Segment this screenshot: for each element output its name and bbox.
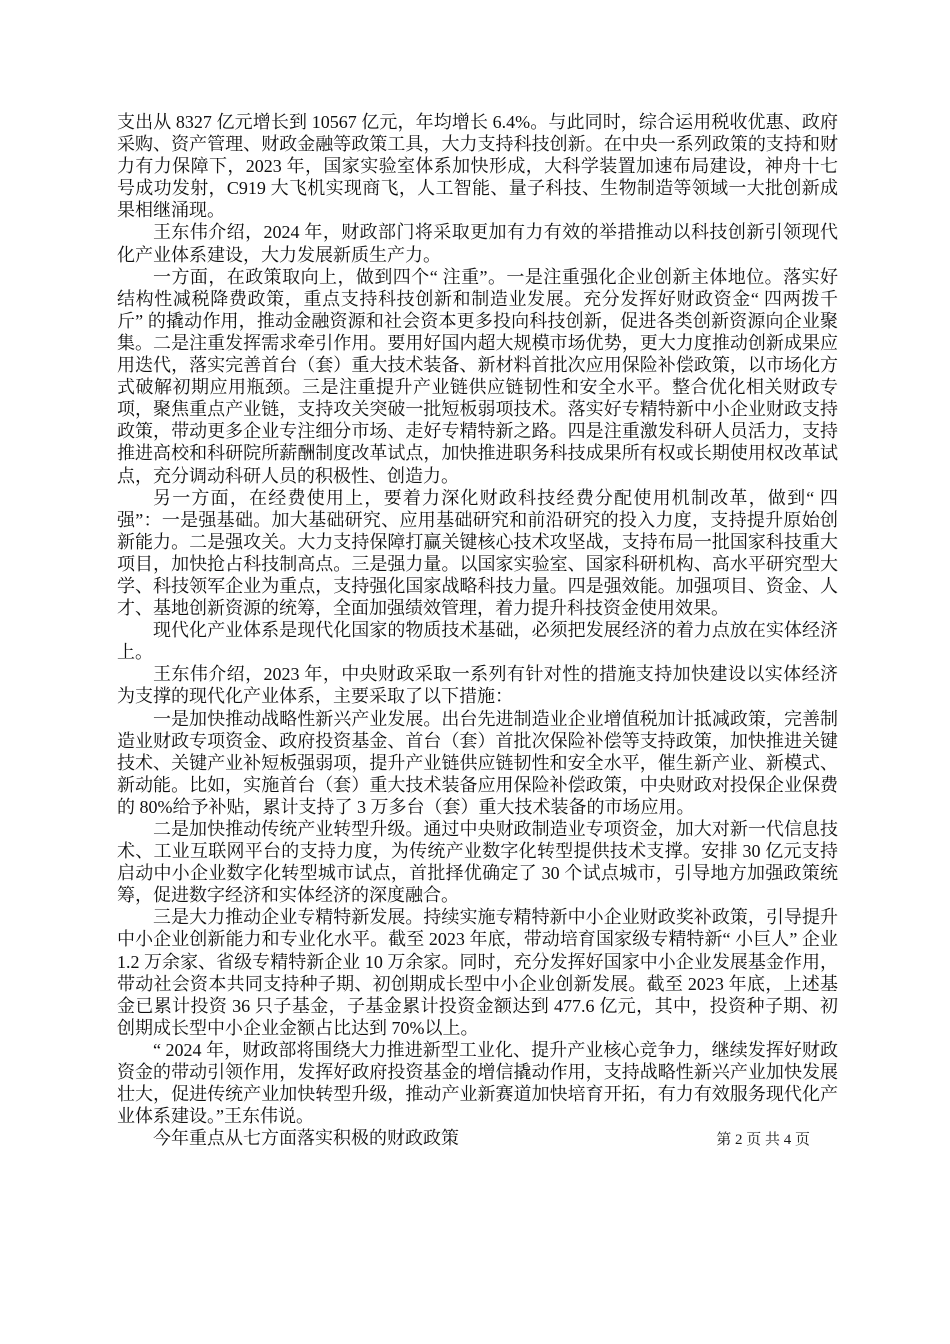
paragraph: 现代化产业体系是现代化国家的物质技术基础，必须把发展经济的着力点放在实体经济上。	[117, 620, 838, 663]
paragraph: “ 2024 年，财政部将围绕大力推进新型工业化、提升产业核心竞争力，继续发挥好财政资金的带动引领作用，发挥好政府投资基金的增信撬动作用，支持战略性新兴产业加快发展壮大，促进传统产业加快转型升级，推动产业新赛道加快培育开拓，有力有效服务现代化产业体系建设。”王东伟说。	[117, 1039, 838, 1127]
paragraph: 王东伟介绍，2024 年，财政部门将采取更加有力有效的举措推动以科技创新引领现代化产业体系建设，大力发展新质生产力。	[117, 222, 838, 265]
paragraph: 支出从 8327 亿元增长到 10567 亿元，年均增长 6.4%。与此同时，综合运用税收优惠、政府采购、资产管理、财政金融等政策工具，大力支持科技创新。在中央一系列政策的支持和财力有力保障下，2023 年，国家实验室体系加快形成，大科学装置加速布局建设，神舟十七号成功发射，C919 大飞机实现商飞，人工智能、量子科技、生物制造等领域一大批创新成果相继涌现。	[117, 112, 838, 221]
paragraph: 一是加快推动战略性新兴产业发展。出台先进制造业企业增值税加计抵减政策，完善制造业财政专项资金、政府投资基金、首台（套）首批次保险补偿等支持政策，加快推进关键技术、关键产业补短板强弱项，提升产业链供应链韧性和安全水平，催生新产业、新模式、新动能。比如，实施首台（套）重大技术装备应用保险补偿政策，中央财政对投保企业保费的 80%给予补贴，累计支持了 3 万多台（套）重大技术装备的市场应用。	[117, 708, 838, 817]
paragraph: 今年重点从七方面落实积极的财政政策	[153, 1128, 459, 1149]
paragraph: 三是大力推动企业专精特新发展。持续实施专精特新中小企业财政奖补政策，引导提升中小企业创新能力和专业化水平。截至 2023 年底，带动培育国家级专精特新“ 小巨人” 企业 1.2 万余家、省级专精特新企业 10 万余家。同时，充分发挥好国家中小企业发展基金作用，带动社会资本共同支持种子期、初创期成长型中小企业创新发展。截至 2023 年底，上述基金已累计投资 36 只子基金，子基金累计投资金额达到 477.6 亿元，其中，投资种子期、初创期成长型中小企业金额占比达到 70%以上。	[117, 907, 838, 1038]
paragraph: 一方面，在政策取向上，做到四个“ 注重”。一是注重强化企业创新主体地位。落实好结构性减税降费政策，重点支持科技创新和制造业发展。充分发挥好财政资金“ 四两拨千斤” 的撬动作用，推动金融资源和社会资本更多投向科技创新，促进各类创新资源向企业聚集。二是注重发挥需求牵引作用。要用好国内超大规模市场优势，更大力度推动创新成果应用迭代，落实完善首台（套）重大技术装备、新材料首批次应用保险补偿政策，以市场化方式破解初期应用瓶颈。三是注重提升产业链供应链韧性和安全水平。整合优化相关财政专项，聚焦重点产业链，支持攻关突破一批短板弱项技术。落实好专精特新中小企业财政支持政策，带动更多企业专注细分市场、走好专精特新之路。四是注重激发科研人员活力，支持推进高校和科研院所薪酬制度改革试点，加快推进职务科技成果所有权或长期使用权改革试点，充分调动科研人员的积极性、创造力。	[117, 266, 838, 486]
paragraph: 另一方面，在经费使用上，要着力深化财政科技经费分配使用机制改革，做到“ 四强”：一是强基础。加大基础研究、应用基础研究和前沿研究的投入力度，支持提升原始创新能力。二是强攻关。大力支持保障打赢关键核心技术攻坚战，支持布局一批国家科技重大项目，加快抢占科技制高点。三是强力量。以国家实验室、国家科研机构、高水平研究型大学、科技领军企业为重点，支持强化国家战略科技力量。四是强效能。加强项目、资金、人才、基地创新资源的统筹，全面加强绩效管理，着力提升科技资金使用效果。	[117, 487, 838, 619]
page-number-footer: 第 2 页 共 4 页	[716, 1132, 810, 1148]
paragraph: 王东伟介绍，2023 年，中央财政采取一系列有针对性的措施支持加快建设以实体经济为支撑的现代化产业体系，主要采取了以下措施：	[117, 664, 838, 707]
document-body	[117, 111, 838, 1149]
paragraph: 二是加快推动传统产业转型升级。通过中央财政制造业专项资金，加大对新一代信息技术、工业互联网平台的支持力度，为传统产业数字化转型提供技术支撑。安排 30 亿元支持启动中小企业数字化转型城市试点，首批择优确定了 30 个试点城市，引导地方加强政策统筹，促进数字经济和实体经济的深度融合。	[117, 819, 838, 906]
